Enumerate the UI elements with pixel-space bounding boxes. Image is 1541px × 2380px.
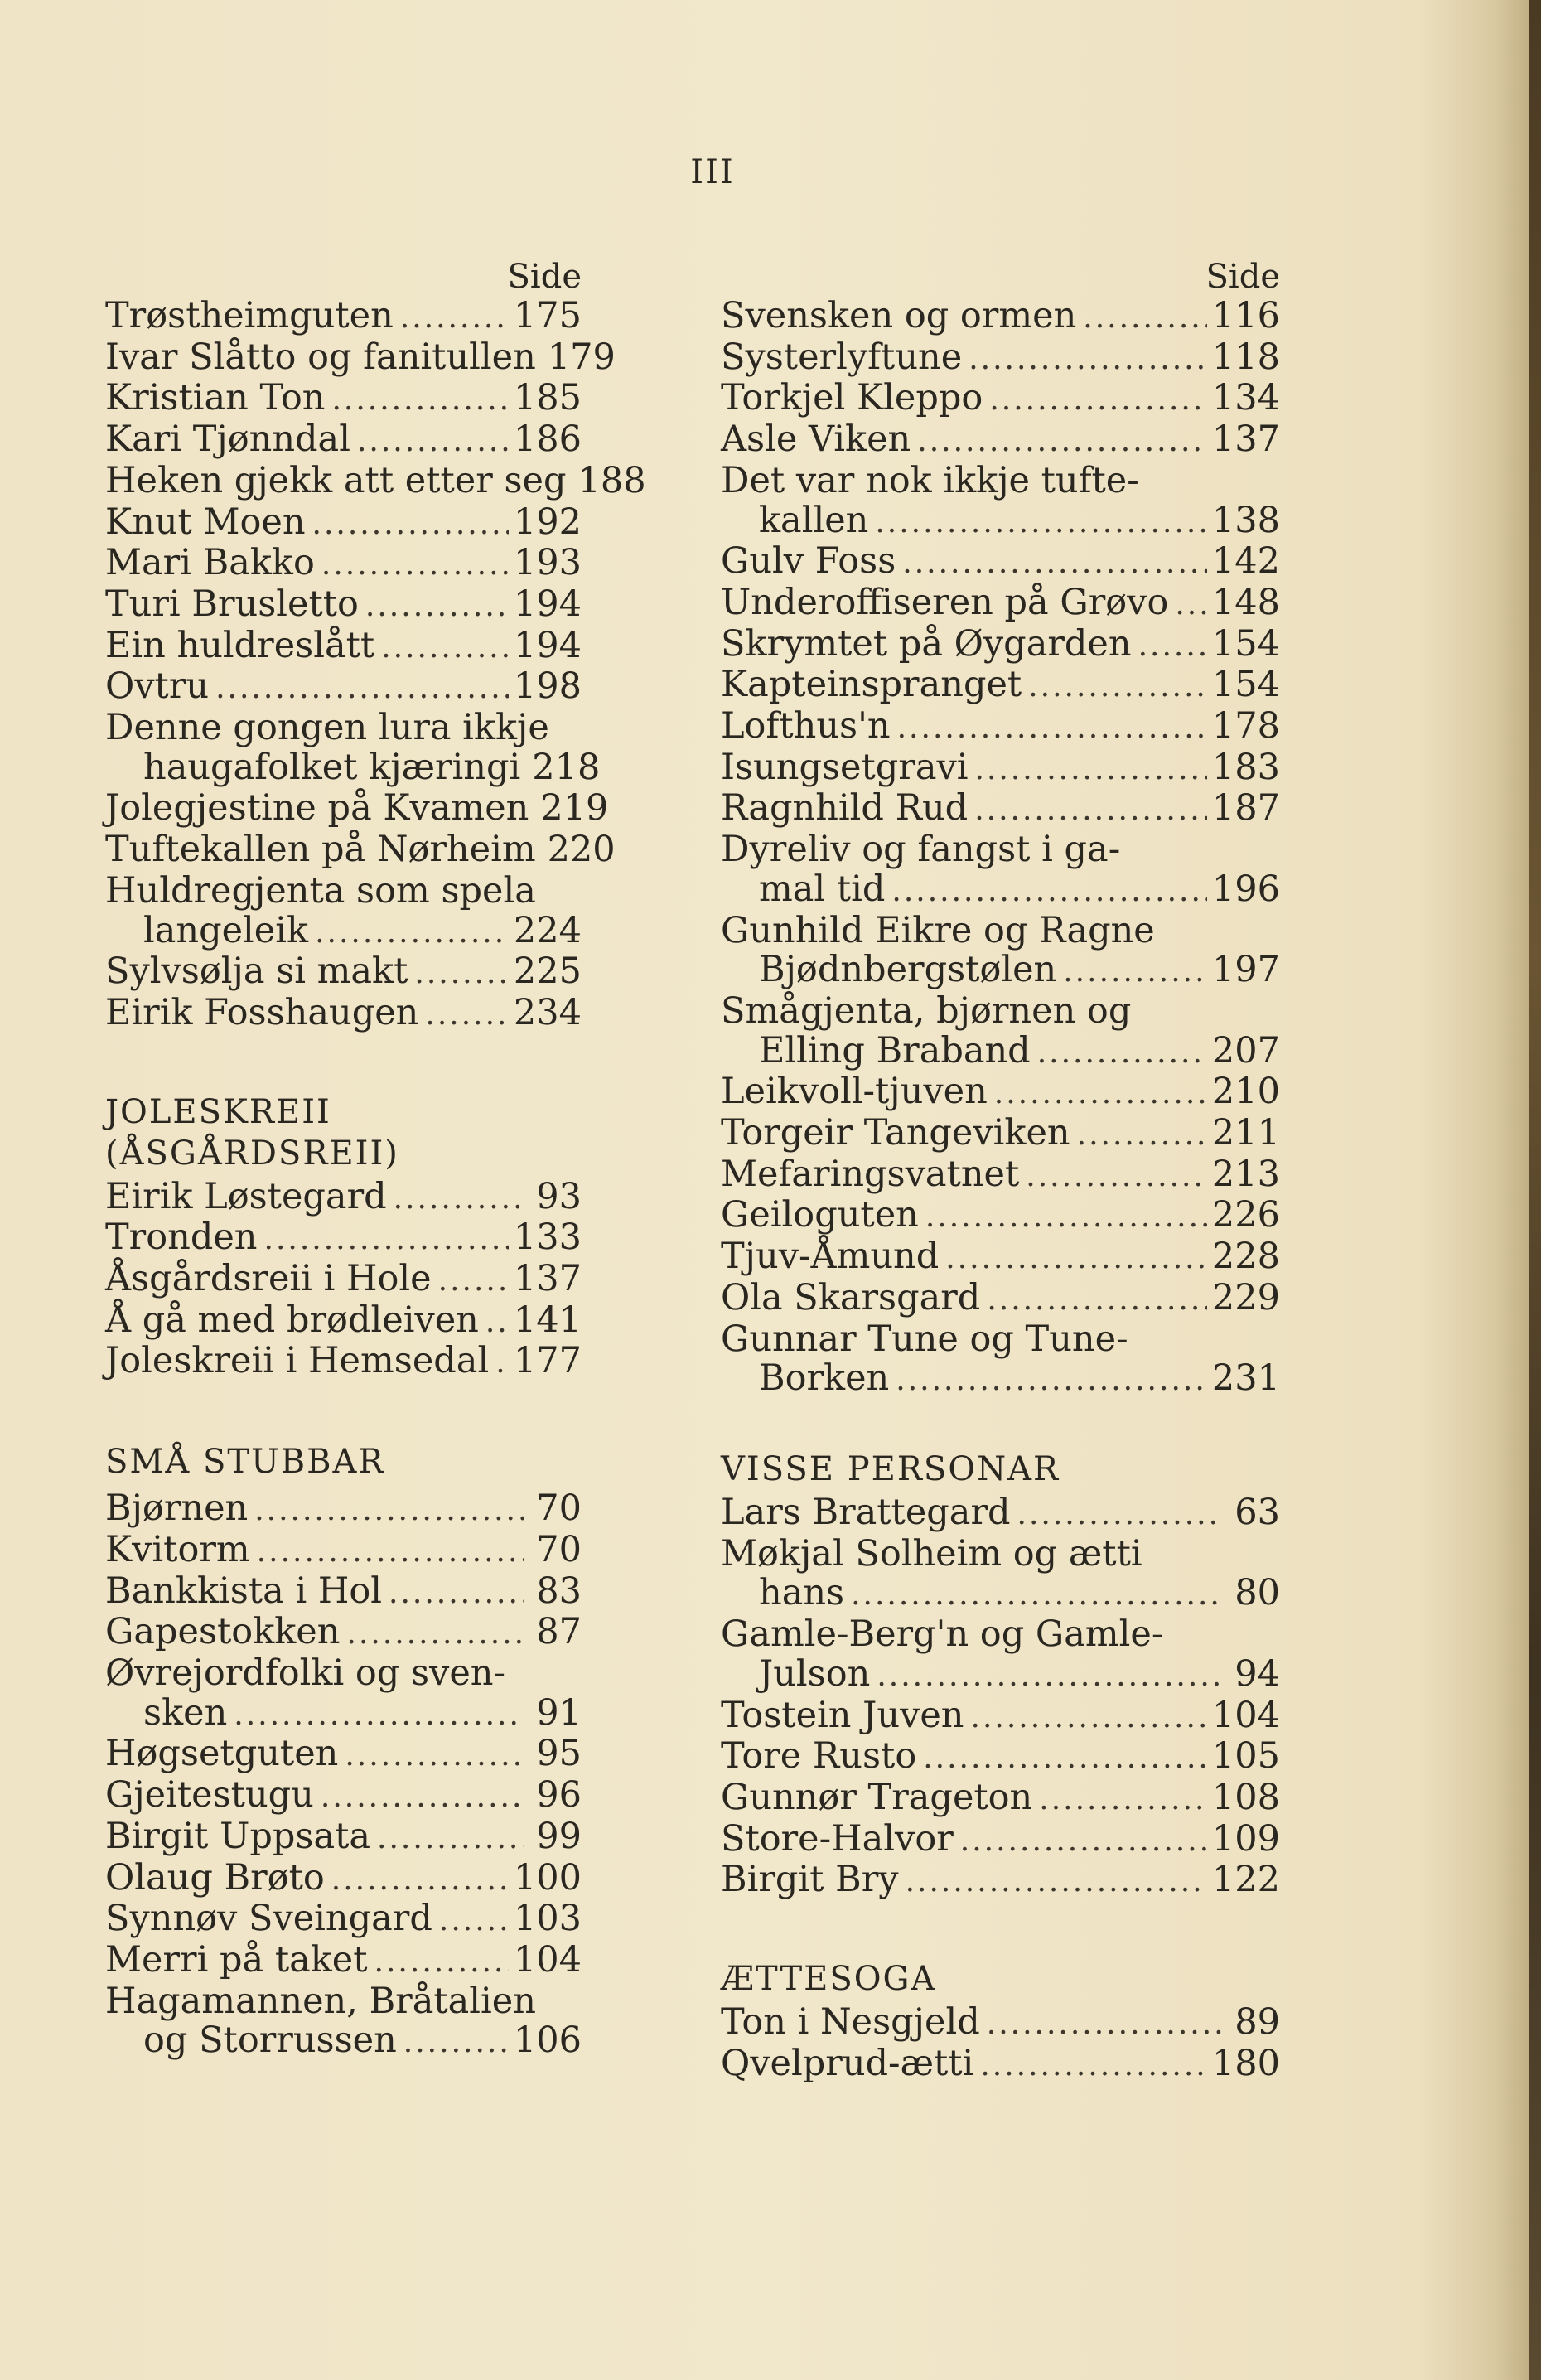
toc-entry <box>721 1574 1280 1615</box>
toc-entry-page: 194 <box>513 583 582 625</box>
toc-entry-title: Smågjenta, bjørnen og <box>721 989 1132 1032</box>
dot-leader <box>1077 1115 1207 1155</box>
toc-entry-title: Denne gongen lura ikkje <box>105 707 549 749</box>
toc-entry-title: Ola Skarsgard <box>721 1276 981 1318</box>
toc-entry <box>721 583 1280 625</box>
toc-entry-title: Gunhild Eikre og Ragne <box>721 909 1155 951</box>
toc-entry <box>105 1776 582 1817</box>
toc-entry-title: Knut Moen <box>105 501 306 543</box>
toc-entry <box>721 1696 1280 1738</box>
dot-leader <box>994 1074 1207 1114</box>
toc-entry <box>105 909 582 953</box>
dot-leader <box>257 1532 524 1572</box>
toc-entry-title: Dyreliv og fangst i ga- <box>721 829 1121 871</box>
right-column <box>721 257 1280 2085</box>
toc-entry-title: Qvelprud-ætti <box>721 2042 974 2084</box>
toc-entry-title: Tuftekallen på Nørheim <box>105 829 536 871</box>
toc-entry-page: 99 <box>536 1815 582 1857</box>
toc-entry <box>721 2044 1280 2086</box>
main-list-left <box>105 295 646 1035</box>
toc-entry-page: 91 <box>536 1691 582 1734</box>
toc-entry-title: Store-Halvor <box>721 1817 954 1860</box>
toc-entry-page: 104 <box>513 1938 582 1981</box>
toc-entry-page: 137 <box>1211 418 1280 461</box>
toc-entry-page: 186 <box>513 418 582 461</box>
toc-entry <box>105 1938 582 1982</box>
dot-leader <box>969 340 1207 380</box>
toc-entry-title-continuation: haugafolket kjæringi <box>143 746 521 788</box>
toc-entry-title: Tore Rusto <box>721 1735 917 1778</box>
toc-entry-title: Svensken og ormen <box>721 295 1077 336</box>
book-spine-edge <box>1529 0 1541 2380</box>
toc-entry <box>721 665 1280 707</box>
toc-entry-title: Heken gjekk att etter seg <box>105 459 567 501</box>
dot-leader <box>315 913 509 953</box>
toc-entry <box>105 1691 582 1735</box>
toc-entry <box>105 1817 582 1859</box>
toc-entry-page: 63 <box>1234 1491 1280 1533</box>
toc-entry-title-continuation: langeleik <box>143 909 309 951</box>
toc-entry <box>721 1276 1280 1320</box>
toc-entry <box>721 951 1280 992</box>
toc-entry-title: Sylvsølja si makt <box>105 951 408 993</box>
toc-entry-page: 108 <box>1211 1776 1280 1818</box>
dot-leader <box>400 298 509 338</box>
toc-entry-page: 122 <box>1211 1859 1280 1901</box>
toc-entry <box>721 420 1280 462</box>
toc-entry <box>721 1817 1280 1861</box>
toc-entry-title: Joleskreii i Hemsedal <box>105 1340 490 1382</box>
dot-leader <box>321 545 509 585</box>
dot-leader <box>1037 1033 1207 1073</box>
toc-entry-title-continuation: sken <box>143 1691 228 1734</box>
dot-leader <box>902 544 1207 583</box>
toc-entry-title: Jolegjestine på Kvamen <box>105 787 529 830</box>
toc-entry-title: Å gå med brødleiven <box>105 1299 479 1341</box>
dot-leader <box>923 1739 1207 1778</box>
dot-leader <box>875 503 1207 543</box>
toc-entry-page: 179 <box>547 336 616 378</box>
toc-entry-title: Gulv Foss <box>721 540 896 583</box>
toc-entry-page: 178 <box>1211 705 1280 747</box>
toc-entry <box>105 2021 582 2063</box>
toc-entry-page: 231 <box>1211 1357 1280 1400</box>
toc-entry <box>105 585 582 626</box>
toc-entry-title-continuation: Julson <box>759 1652 871 1695</box>
toc-entry-title: Ivar Slåtto og fanitullen <box>105 336 536 378</box>
toc-entry-title: Ovtru <box>105 665 210 708</box>
toc-entry-page: 116 <box>1211 295 1280 336</box>
dot-leader <box>975 750 1207 790</box>
toc-entry <box>721 1072 1280 1114</box>
toc-entry-page: 106 <box>513 2020 582 2062</box>
toc-entry-title: Trøstheimguten <box>105 295 394 336</box>
toc-entry <box>721 1778 1280 1820</box>
toc-entry <box>105 1572 582 1613</box>
toc-entry <box>721 1737 1280 1778</box>
dot-leader <box>485 1303 509 1342</box>
toc-entry-title: Møkjal Solheim og ætti <box>721 1532 1142 1575</box>
dot-leader <box>987 2005 1222 2044</box>
section-title-aettesoga: ÆTTESOGA <box>721 1960 937 1999</box>
toc-entry-page: 219 <box>540 787 609 830</box>
toc-entry-page: 154 <box>1211 622 1280 665</box>
toc-entry-page: 70 <box>536 1488 582 1530</box>
main-list-right <box>721 297 1280 1400</box>
dot-leader <box>1017 1495 1222 1535</box>
toc-entry-page: 224 <box>513 909 582 951</box>
toc-entry-page: 142 <box>1211 540 1280 583</box>
dot-leader <box>974 791 1207 830</box>
toc-entry-title: Ton i Nesgjeld <box>721 2001 980 2044</box>
toc-entry <box>721 1237 1280 1279</box>
toc-entry <box>105 420 582 462</box>
toc-entry-page: 207 <box>1211 1029 1280 1071</box>
section-subtitle-asgardsreii: (ÅSGÅRDSREII) <box>105 1134 399 1173</box>
toc-entry-title: Ein huldreslått <box>105 624 375 666</box>
toc-entry-page: 134 <box>1211 377 1280 419</box>
stubbar-list <box>105 1489 582 2063</box>
dot-leader <box>989 380 1207 420</box>
dot-leader <box>906 1862 1207 1902</box>
toc-entry <box>721 1196 1280 1237</box>
toc-entry <box>105 544 582 585</box>
section-title-sma-stubbar: SMÅ STUBBAR <box>105 1443 385 1482</box>
toc-entry-title: Ragnhild Rud <box>721 787 969 830</box>
toc-entry-page: 100 <box>513 1856 582 1899</box>
toc-entry-page: 198 <box>513 665 582 708</box>
toc-entry-page: 185 <box>513 377 582 419</box>
page-number: III <box>690 153 735 191</box>
dot-leader <box>346 1614 524 1654</box>
toc-entry-title-continuation: og Storrussen <box>143 2020 397 2062</box>
dot-leader <box>345 1736 524 1776</box>
dot-leader <box>1175 585 1207 625</box>
dot-leader <box>897 709 1207 748</box>
dot-leader <box>414 954 509 994</box>
dot-leader <box>877 1657 1222 1696</box>
toc-entry-page: 194 <box>513 624 582 666</box>
dot-leader <box>439 1901 509 1941</box>
toc-entry-page: 83 <box>536 1570 582 1612</box>
toc-entry-title: Mari Bakko <box>105 542 315 584</box>
toc-entry-title: Huldregjenta som spela <box>105 869 536 912</box>
toc-entry <box>721 542 1280 583</box>
toc-entry <box>105 1260 582 1301</box>
toc-entry-title-continuation: hans <box>759 1572 845 1614</box>
toc-entry-title: Olaug Brøto <box>105 1856 325 1899</box>
toc-entry <box>105 1613 582 1654</box>
dot-leader <box>331 1860 509 1900</box>
dot-leader <box>945 1239 1207 1279</box>
dot-leader <box>215 669 509 709</box>
toc-entry <box>105 1734 582 1776</box>
toc-entry-title: Merri på taket <box>105 1938 368 1981</box>
toc-entry-title: Bjørnen <box>105 1488 249 1530</box>
toc-entry-page: 218 <box>532 746 601 788</box>
toc-entry-title: Eirik Løstegard <box>105 1175 387 1217</box>
toc-entry-title-continuation: kallen <box>759 499 869 541</box>
toc-entry <box>105 1301 582 1342</box>
dot-leader <box>374 1942 509 1982</box>
dot-leader <box>394 1179 524 1219</box>
toc-entry-title: Gunnar Tune og Tune- <box>721 1318 1128 1360</box>
toc-entry-page: 188 <box>577 459 646 501</box>
toc-entry <box>105 667 582 709</box>
dot-leader <box>917 422 1207 462</box>
toc-entry-page: 109 <box>1211 1817 1280 1860</box>
toc-entry <box>105 1342 582 1383</box>
toc-entry-page: 220 <box>547 829 616 871</box>
toc-entry <box>105 952 582 994</box>
dot-leader <box>264 1220 509 1260</box>
toc-entry <box>105 1489 582 1531</box>
toc-entry-title: Tostein Juven <box>721 1694 964 1736</box>
toc-entry-page: 138 <box>1211 499 1280 541</box>
toc-entry-page: 228 <box>1211 1236 1280 1278</box>
dot-leader <box>925 1197 1207 1237</box>
dot-leader <box>254 1491 524 1531</box>
dot-leader <box>896 1361 1207 1400</box>
toc-entry-title-continuation: Elling Braband <box>759 1029 1031 1071</box>
personar-list <box>721 1493 1280 1902</box>
dot-leader <box>331 380 508 420</box>
toc-entry <box>721 707 1280 748</box>
toc-entry-page: 180 <box>1211 2042 1280 2084</box>
toc-entry <box>721 789 1280 830</box>
dot-leader <box>980 2046 1207 2086</box>
toc-entry-page: 133 <box>513 1217 582 1259</box>
dot-leader <box>1026 1157 1207 1197</box>
toc-entry-page: 229 <box>1211 1276 1280 1318</box>
toc-entry <box>721 748 1280 790</box>
side-header: Side <box>507 258 582 296</box>
aettesoga-list <box>721 2003 1280 2085</box>
toc-entry-title: Det var nok ikkje tufte- <box>721 459 1139 501</box>
toc-entry-title: Kristian Ton <box>105 377 326 419</box>
dot-leader <box>312 505 509 544</box>
toc-entry-title: Tronden <box>105 1217 258 1259</box>
toc-entry <box>721 2003 1280 2044</box>
toc-entry-title-continuation: mal tid <box>759 868 886 910</box>
toc-entry-page: 213 <box>1211 1153 1280 1195</box>
toc-entry-title: Høgsetguten <box>105 1733 339 1775</box>
dot-leader <box>425 995 509 1035</box>
dot-leader <box>403 2023 509 2063</box>
joleskreii-list <box>105 1175 582 1384</box>
dot-leader <box>960 1821 1207 1861</box>
toc-entry <box>721 1155 1280 1197</box>
toc-entry-title: Hagamannen, Bråtalien <box>105 1980 536 2022</box>
toc-entry-page: 225 <box>513 951 582 993</box>
toc-entry-page: 95 <box>536 1733 582 1775</box>
toc-entry-title: Åsgårdsreii i Hole <box>105 1258 432 1300</box>
toc-entry-title: Gunnør Trageton <box>721 1776 1033 1818</box>
toc-entry-title: Gamle-Berg'n og Gamle- <box>721 1613 1164 1656</box>
toc-entry-title: Isungsetgravi <box>721 746 969 788</box>
dot-leader <box>1063 952 1207 992</box>
toc-entry-title: Birgit Uppsata <box>105 1815 371 1857</box>
toc-entry <box>721 1493 1280 1535</box>
dot-leader <box>495 1343 509 1383</box>
toc-entry-title: Torkjel Kleppo <box>721 377 983 419</box>
toc-entry <box>105 503 582 544</box>
toc-entry-page: 94 <box>1234 1652 1280 1695</box>
toc-entry-page: 234 <box>513 991 582 1033</box>
toc-entry <box>105 336 616 380</box>
toc-entry-title: Eirik Fosshaugen <box>105 991 419 1033</box>
dot-leader <box>987 1280 1207 1320</box>
dot-leader <box>1138 626 1207 666</box>
dot-leader <box>1083 298 1207 338</box>
dot-leader <box>381 628 509 668</box>
toc-entry <box>105 1856 582 1900</box>
dot-leader <box>357 422 509 462</box>
toc-entry-title: Mefaringsvatnet <box>721 1153 1020 1195</box>
toc-entry-page: 192 <box>513 501 582 543</box>
toc-entry <box>105 1218 582 1260</box>
side-header: Side <box>1205 258 1280 296</box>
dot-leader <box>1039 1780 1207 1820</box>
toc-entry-page: 89 <box>1234 2001 1280 2044</box>
toc-entry-title: Kapteinspranget <box>721 664 1022 706</box>
dot-leader <box>321 1778 524 1817</box>
toc-entry <box>105 991 582 1035</box>
toc-entry <box>721 379 1280 420</box>
toc-entry-title: Geiloguten <box>721 1194 919 1236</box>
toc-entry-title: Kari Tjønndal <box>105 418 350 461</box>
toc-entry <box>721 501 1280 543</box>
toc-entry-title-continuation: Bjødnbergstølen <box>759 949 1057 991</box>
dot-leader <box>377 1819 524 1859</box>
dot-leader <box>971 1698 1207 1738</box>
toc-entry <box>721 1860 1280 1902</box>
toc-entry-page: 187 <box>1211 787 1280 830</box>
toc-entry <box>105 787 609 830</box>
toc-entry <box>721 1359 1280 1400</box>
toc-entry-page: 148 <box>1211 581 1280 623</box>
toc-entry-page: 177 <box>513 1340 582 1382</box>
toc-entry <box>105 626 582 668</box>
toc-entry-page: 105 <box>1211 1735 1280 1778</box>
toc-entry <box>105 746 601 790</box>
toc-entry-page: 193 <box>513 542 582 584</box>
dot-leader <box>389 1574 524 1613</box>
toc-entry-title: Leikvoll-tjuven <box>721 1071 988 1113</box>
toc-entry-title: Kvitorm <box>105 1528 250 1570</box>
toc-entry-title: Lofthus'n <box>721 705 891 747</box>
toc-entry-page: 70 <box>536 1528 582 1570</box>
toc-entry <box>721 1652 1280 1696</box>
toc-entry-title: Gapestokken <box>105 1611 341 1653</box>
toc-entry <box>105 1175 582 1219</box>
toc-entry-page: 96 <box>536 1774 582 1816</box>
toc-entry-title: Birgit Bry <box>721 1859 899 1901</box>
toc-entry <box>721 297 1280 338</box>
toc-entry-title: Turi Brusletto <box>105 583 359 625</box>
toc-entry-title: Tjuv-Åmund <box>721 1236 940 1278</box>
toc-entry-page: 197 <box>1211 949 1280 991</box>
toc-entry <box>721 1029 1280 1073</box>
toc-entry-title: Bankkista i Hol <box>105 1570 383 1612</box>
toc-entry <box>105 297 582 338</box>
toc-entry-title: Asle Viken <box>721 418 911 461</box>
toc-entry-title-continuation: Borken <box>759 1357 890 1400</box>
toc-entry-page: 211 <box>1211 1112 1280 1154</box>
dot-leader <box>234 1696 524 1735</box>
left-column <box>105 257 646 2063</box>
toc-entry-title: Synnøv Sveingard <box>105 1898 432 1940</box>
toc-entry-page: 93 <box>536 1175 582 1217</box>
toc-entry-page: 103 <box>513 1898 582 1940</box>
toc-entry <box>721 338 1280 380</box>
dot-leader <box>438 1261 509 1301</box>
toc-entry-title: Torgeir Tangeviken <box>721 1112 1070 1154</box>
toc-entry-page: 141 <box>513 1299 582 1341</box>
toc-entry-page: 137 <box>513 1258 582 1300</box>
toc-entry <box>721 1114 1280 1155</box>
toc-entry-title: Underoffiseren på Grøvo <box>721 581 1169 623</box>
dot-leader <box>365 587 509 626</box>
toc-entry <box>105 829 616 872</box>
toc-entry-page: 87 <box>536 1611 582 1653</box>
toc-entry <box>105 459 646 503</box>
toc-entry-page: 104 <box>1211 1694 1280 1736</box>
toc-entry <box>105 379 582 420</box>
dot-leader <box>1028 667 1207 707</box>
section-title-joleskreii: JOLESKREII <box>105 1092 331 1131</box>
toc-entry-page: 154 <box>1211 664 1280 706</box>
toc-entry-page: 175 <box>513 295 582 336</box>
toc-entry <box>721 870 1280 912</box>
toc-entry <box>105 1528 582 1572</box>
toc-entry <box>105 1899 582 1941</box>
toc-entry-page: 80 <box>1234 1572 1280 1614</box>
toc-entry-page: 196 <box>1211 868 1280 910</box>
toc-entry-page: 210 <box>1211 1071 1280 1113</box>
toc-entry-title: Skrymtet på Øygarden <box>721 622 1132 665</box>
toc-entry-page: 183 <box>1211 746 1280 788</box>
section-title-visse-personar: VISSE PERSONAR <box>721 1449 1060 1488</box>
toc-entry-title: Gjeitestugu <box>105 1774 314 1816</box>
dot-leader <box>891 872 1207 912</box>
toc-entry <box>721 622 1280 666</box>
toc-entry-title: Lars Brattegard <box>721 1491 1011 1533</box>
toc-entry-title: Øvrejordfolki og sven- <box>105 1652 505 1694</box>
toc-entry-page: 118 <box>1211 336 1280 378</box>
toc-entry-page: 226 <box>1211 1194 1280 1236</box>
dot-leader <box>851 1575 1222 1615</box>
toc-entry-title: Systerlyftune <box>721 336 963 378</box>
